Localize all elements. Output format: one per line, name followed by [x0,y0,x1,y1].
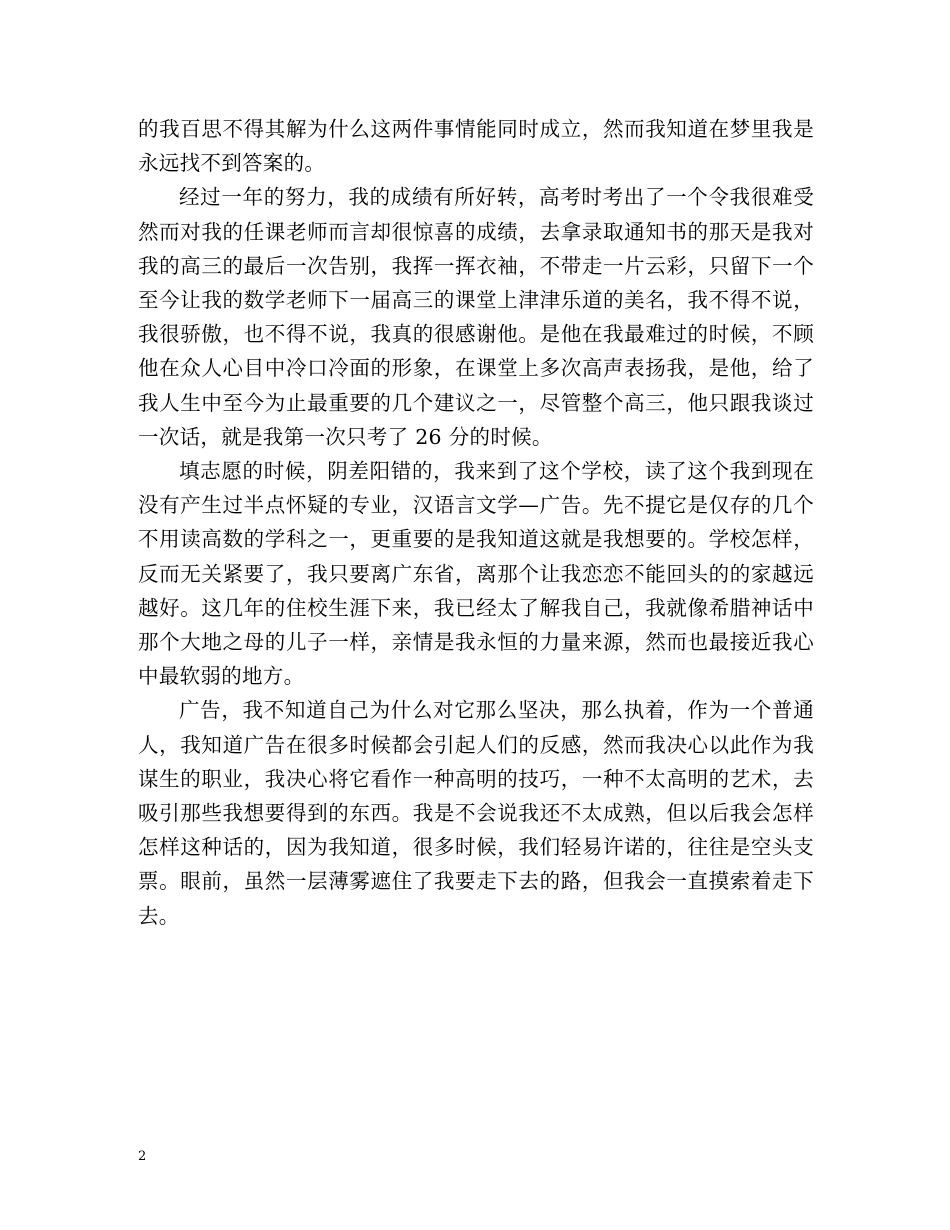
page-number: 2 [138,1149,147,1164]
paragraph-4: 广告，我不知道自己为什么对它那么坚决，那么执着，作为一个普通人，我知道广告在很多时候都会引起人们的反感，然而我决心以此作为我谋生的职业，我决心将它看作一种高明的技巧，一种不太高明的艺术，去吸引那些我想要得到的东西。我是不会说我还不太成熟，但以后我会怎样怎样这种话的，因为我知道，很多时候，我们轻易许诺的，往往是空头支票。眼前，虽然一层薄雾遮住了我要走下去的路，但我会一直摸索着走下去。 [138,698,814,928]
paragraph-3: 填志愿的时候，阴差阳错的，我来到了这个学校，读了这个我到现在没有产生过半点怀疑的专业，汉语言文学—广告。先不提它是仅存的几个不用读高数的学科之一，更重要的是我知道这就是我想要的。学校怎样，反而无关紧要了，我只要离广东省，离那个让我恋恋不能回头的的家越远越好。这几年的住校生涯下来，我已经太了解我自己，我就像希腊神话中那个大地之母的儿子一样，亲情是我永恒的力量来源，然而也最接近我心中最软弱的地方。 [138,459,814,689]
body-text [138,112,814,933]
paragraph-1: 的我百思不得其解为什么这两件事情能同时成立，然而我知道在梦里我是永远找不到答案的。 [138,117,814,176]
paragraph-2: 经过一年的努力，我的成绩有所好转，高考时考出了一个令我很难受然而对我的任课老师而言却很惊喜的成绩，去拿录取通知书的那天是我对我的高三的最后一次告别，我挥一挥衣袖，不带走一片云彩，只留下一个至今让我的数学老师下一届高三的课堂上津津乐道的美名，我不得不说，我很骄傲，也不得不说，我真的很感谢他。是他在我最难过的时候，不顾他在众人心目中冷口冷面的形象，在课堂上多次高声表扬我，是他，给了我人生中至今为止最重要的几个建议之一，尽管整个高三，他只跟我谈过一次话，就是我第一次只考了 26 分的时候。 [138,185,814,449]
